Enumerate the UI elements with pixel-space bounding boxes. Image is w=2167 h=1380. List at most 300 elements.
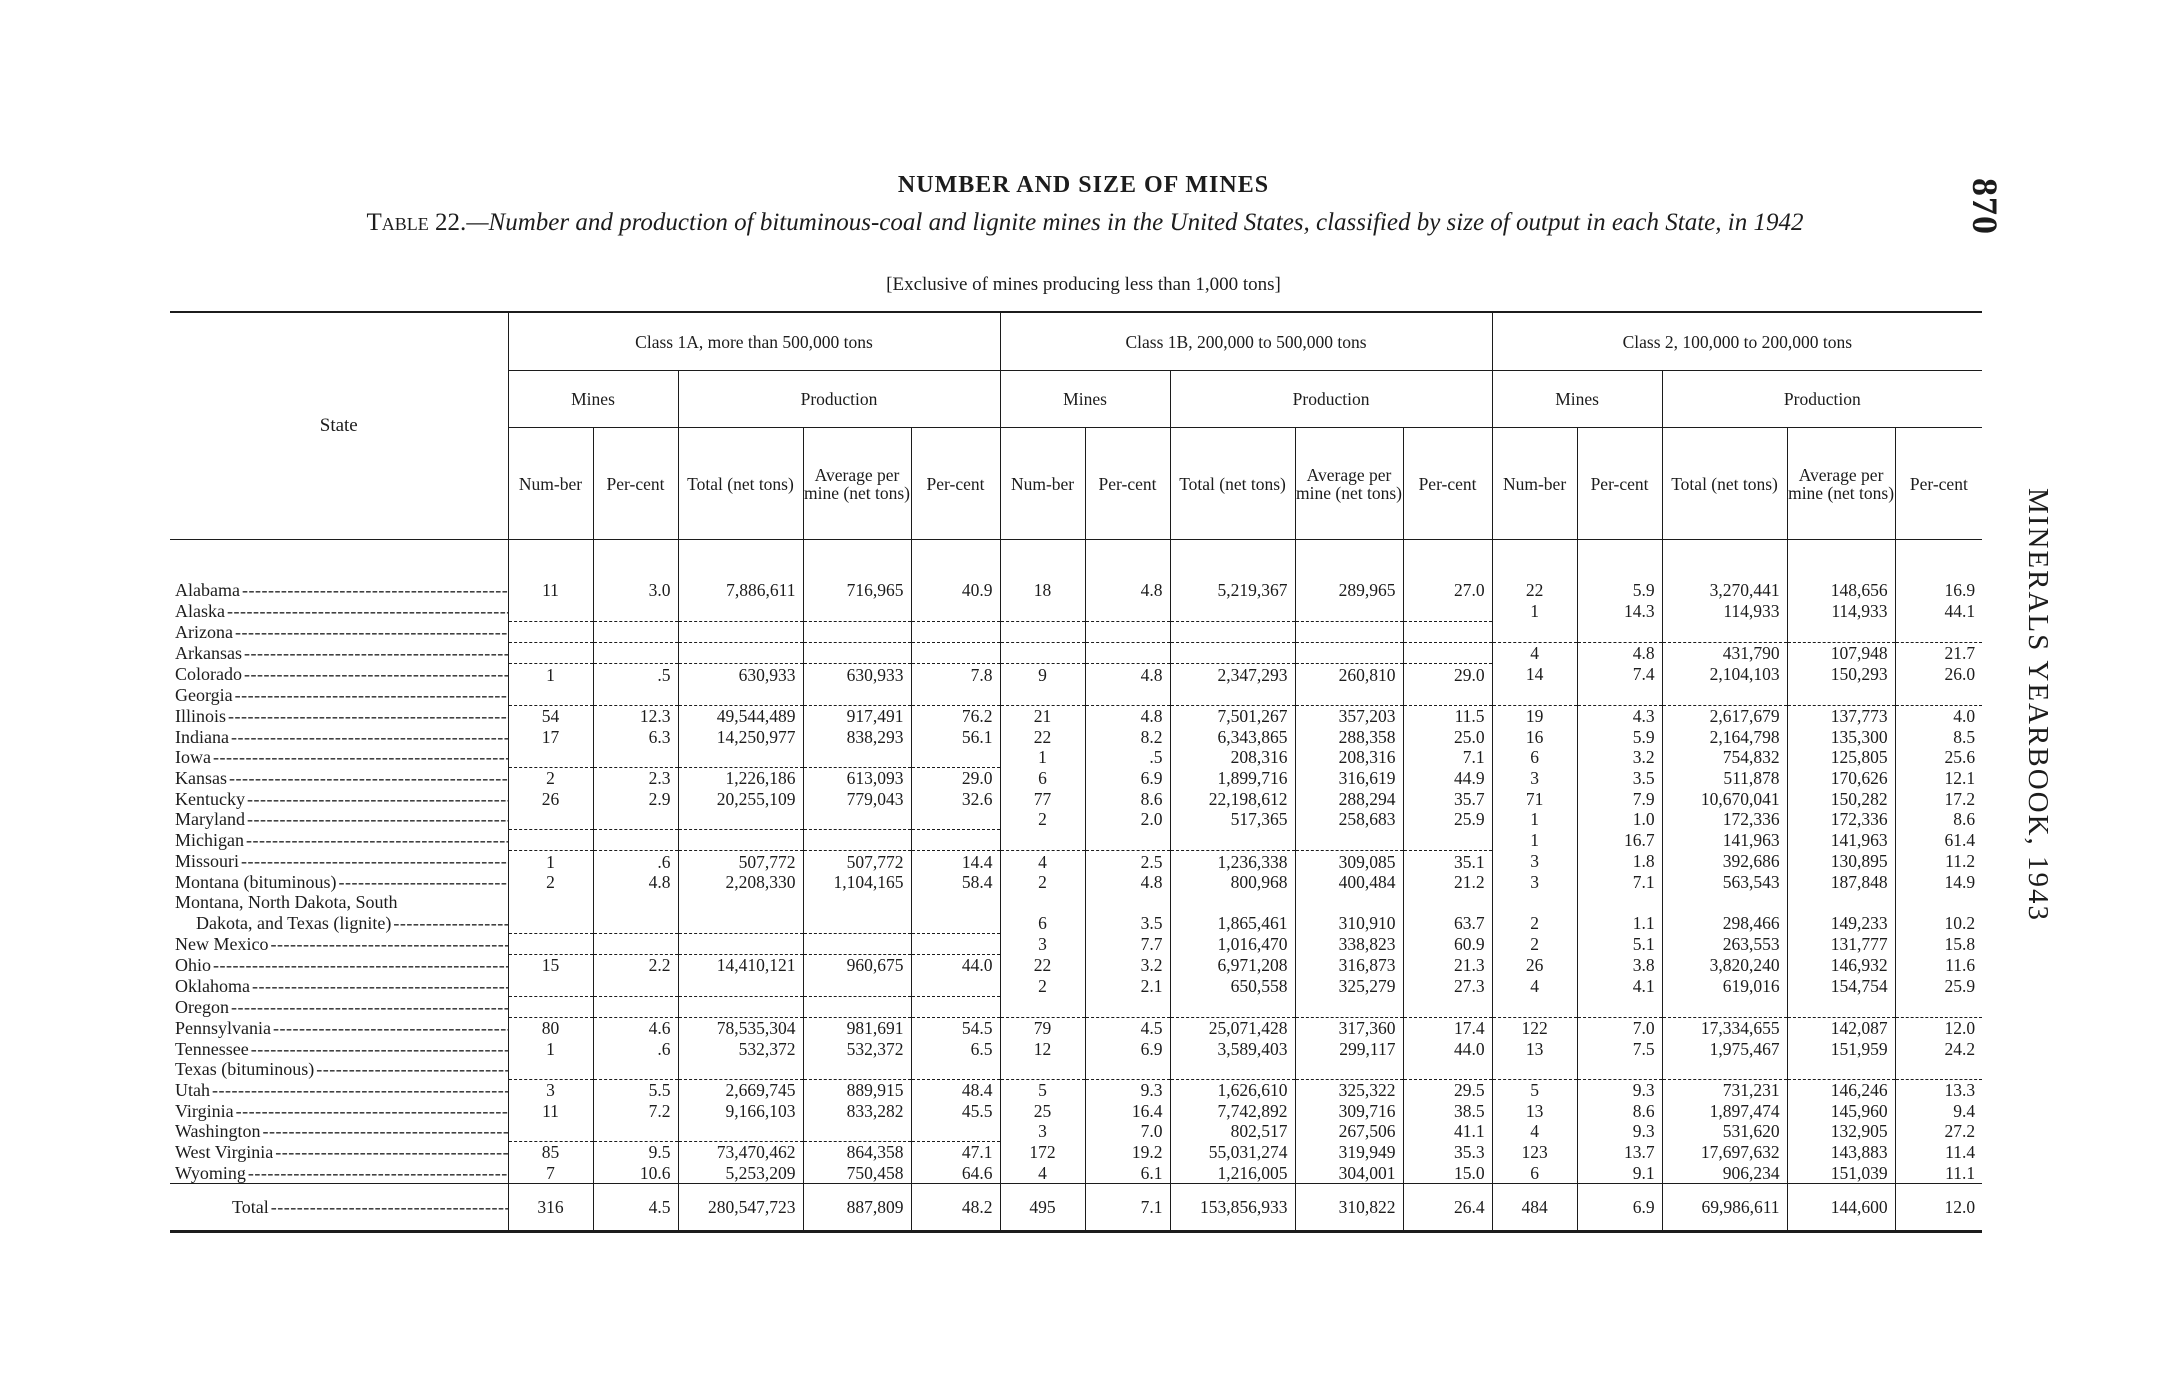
class-header: Class 1B, 200,000 to 500,000 tons: [1000, 312, 1492, 371]
table-cell: [803, 600, 911, 621]
table-cell: 54.5: [911, 1018, 1000, 1039]
table-cell: 172: [1000, 1142, 1085, 1163]
state-name: Montana, North Dakota, South: [175, 892, 398, 913]
table-cell: 4.8: [1577, 643, 1662, 664]
table-cell: 146,932: [1787, 955, 1895, 976]
table-cell: 12.0: [1895, 1018, 1982, 1039]
table-cell: [678, 933, 803, 954]
table-cell: 16.9: [1895, 540, 1982, 601]
percent-header: Per-cent: [1085, 428, 1170, 540]
table-cell: 44.1: [1895, 600, 1982, 621]
state-name: Montana (bituminous) -----: [175, 872, 508, 892]
table-cell: [1170, 621, 1295, 642]
table-cell: 11.2: [1895, 851, 1982, 872]
table-cell: 172,336: [1787, 809, 1895, 830]
table-cell: 56.1: [911, 726, 1000, 746]
table-cell: 114,933: [1662, 600, 1787, 621]
state-name: Utah -----: [175, 1080, 508, 1100]
table-cell: 7.4: [1577, 664, 1662, 685]
table-cell: 2.9: [593, 788, 678, 808]
table-row: [170, 788, 1982, 808]
table-cell: 3.2: [1085, 955, 1170, 976]
table-caption: [205, 208, 1965, 238]
table-cell: [1170, 643, 1295, 664]
table-cell: 802,517: [1170, 1121, 1295, 1142]
table-cell: 7.0: [1577, 1018, 1662, 1039]
table-cell: [911, 1121, 1000, 1142]
total-cell: 4.5: [593, 1183, 678, 1231]
table-cell: 8.6: [1895, 809, 1982, 830]
table-cell: 141,963: [1787, 830, 1895, 851]
table-cell: 2: [1000, 809, 1085, 830]
table-cell: 4.1: [1577, 976, 1662, 997]
table-cell: [1403, 996, 1492, 1017]
table-cell: 35.3: [1403, 1142, 1492, 1163]
table-cell: [593, 621, 678, 642]
table-cell: 27.3: [1403, 976, 1492, 997]
table-cell: 13.7: [1577, 1142, 1662, 1163]
table-cell: 3: [508, 1080, 593, 1101]
table-cell: 2: [508, 768, 593, 789]
table-cell: 3.0: [593, 540, 678, 601]
table-cell: [1577, 621, 1662, 642]
table-cell: 9.5: [593, 1142, 678, 1163]
table-cell: 532,372: [803, 1039, 911, 1059]
table-cell: 511,878: [1662, 768, 1787, 789]
table-cell: 1: [508, 664, 593, 685]
table-cell: 6.5: [911, 1039, 1000, 1059]
table-cell: [1295, 600, 1403, 621]
table-cell: 32.6: [911, 788, 1000, 808]
table-cell: 85: [508, 1142, 593, 1163]
table-cell: [1662, 892, 1787, 912]
table-row: [170, 1059, 1982, 1080]
class-header: Class 2, 100,000 to 200,000 tons: [1492, 312, 1982, 371]
table-cell: 132,905: [1787, 1121, 1895, 1142]
table-cell: 17.4: [1403, 1018, 1492, 1039]
table-cell: 889,915: [803, 1080, 911, 1101]
percent-header: Per-cent: [1895, 428, 1982, 540]
caption-text: —Number and production of bituminous-coal and lignite mines in the United States, classified by size of output in each State, in 1942: [466, 209, 1804, 236]
table-cell: 77: [1000, 788, 1085, 808]
table-row: [170, 976, 1982, 997]
table-cell: [508, 1059, 593, 1080]
table-cell: 208,316: [1170, 747, 1295, 768]
table-cell: 44.0: [1403, 1039, 1492, 1059]
average-header: Average per mine (net tons): [803, 428, 911, 540]
table-cell: 507,772: [803, 851, 911, 872]
table-cell: 1: [1492, 830, 1577, 851]
table-cell: 7,886,611: [678, 540, 803, 601]
table-cell: 45.5: [911, 1101, 1000, 1121]
table-cell: 9,166,103: [678, 1101, 803, 1121]
table-cell: 288,358: [1295, 726, 1403, 746]
table-cell: 25,071,428: [1170, 1018, 1295, 1039]
table-cell: 9.4: [1895, 1101, 1982, 1121]
table-cell: [1000, 996, 1085, 1017]
table-cell: 2,164,798: [1662, 726, 1787, 746]
table-cell: 3: [1492, 872, 1577, 892]
table-cell: [1085, 643, 1170, 664]
total-cell: 7.1: [1085, 1183, 1170, 1231]
table-cell: [678, 830, 803, 851]
table-cell: [803, 643, 911, 664]
table-cell: [911, 643, 1000, 664]
table-cell: 10.2: [1895, 913, 1982, 934]
state-name: Washington -----: [175, 1121, 508, 1141]
state-name: Missouri -----: [175, 851, 508, 871]
table-cell: 731,231: [1662, 1080, 1787, 1101]
table-cell: 4: [1000, 1163, 1085, 1184]
table-cell: 13: [1492, 1101, 1577, 1121]
table-cell: [1170, 1059, 1295, 1080]
table-cell: 122: [1492, 1018, 1577, 1039]
table-cell: 25: [1000, 1101, 1085, 1121]
table-cell: 5.1: [1577, 933, 1662, 954]
table-cell: [1295, 643, 1403, 664]
table-cell: [1662, 1059, 1787, 1080]
table-cell: 135,300: [1787, 726, 1895, 746]
table-row: [170, 747, 1982, 768]
table-cell: [593, 600, 678, 621]
table-cell: 29.0: [911, 768, 1000, 789]
table-cell: 19: [1492, 706, 1577, 727]
table-cell: [1000, 892, 1085, 912]
table-cell: 4.8: [1085, 664, 1170, 685]
state-name: Virginia -----: [175, 1101, 508, 1121]
table-cell: 1.1: [1577, 913, 1662, 934]
table-cell: 6.3: [593, 726, 678, 746]
table-cell: [593, 643, 678, 664]
state-name: Colorado -----: [175, 664, 508, 684]
table-cell: [1787, 892, 1895, 912]
table-cell: 309,085: [1295, 851, 1403, 872]
table-cell: 130,895: [1787, 851, 1895, 872]
table-cell: 123: [1492, 1142, 1577, 1163]
caption-label: Table 22.: [366, 209, 467, 236]
table-row: [170, 664, 1982, 685]
table-cell: 10.6: [593, 1163, 678, 1184]
table-cell: 13: [1492, 1039, 1577, 1059]
state-name: New Mexico -----: [175, 934, 508, 954]
table-cell: [1577, 685, 1662, 706]
table-cell: 310,910: [1295, 913, 1403, 934]
table-cell: 800,968: [1170, 872, 1295, 892]
table-cell: 864,358: [803, 1142, 911, 1163]
table-cell: 1,226,186: [678, 768, 803, 789]
table-cell: .5: [1085, 747, 1170, 768]
table-cell: 7.8: [911, 664, 1000, 685]
table-cell: 532,372: [678, 1039, 803, 1059]
table-cell: 960,675: [803, 955, 911, 976]
table-cell: 338,823: [1295, 933, 1403, 954]
table-cell: 21.2: [1403, 872, 1492, 892]
state-name: Georgia -----: [175, 685, 508, 705]
table-row: [170, 809, 1982, 830]
table-cell: 107,948: [1787, 643, 1895, 664]
table-row: [170, 955, 1982, 976]
table-cell: 309,716: [1295, 1101, 1403, 1121]
table-cell: 14: [1492, 664, 1577, 685]
table-cell: 650,558: [1170, 976, 1295, 997]
table-cell: 55,031,274: [1170, 1142, 1295, 1163]
table-cell: 58.4: [911, 872, 1000, 892]
production-header: Production: [1170, 371, 1492, 428]
table-cell: 316,619: [1295, 768, 1403, 789]
table-cell: 149,233: [1787, 913, 1895, 934]
table-cell: 619,016: [1662, 976, 1787, 997]
table-cell: [1085, 600, 1170, 621]
table-cell: 47.1: [911, 1142, 1000, 1163]
table-cell: [1295, 1059, 1403, 1080]
table-cell: 6.1: [1085, 1163, 1170, 1184]
table-cell: [593, 996, 678, 1017]
table-cell: 357,203: [1295, 706, 1403, 727]
table-cell: 13.3: [1895, 1080, 1982, 1101]
table-cell: 7.0: [1085, 1121, 1170, 1142]
table-cell: 288,294: [1295, 788, 1403, 808]
table-cell: 22: [1000, 955, 1085, 976]
table-cell: 6.9: [1085, 768, 1170, 789]
table-cell: [593, 892, 678, 912]
table-cell: [1577, 996, 1662, 1017]
table-row: [170, 892, 1982, 912]
table-cell: [803, 685, 911, 706]
percent-header: Per-cent: [1577, 428, 1662, 540]
table-cell: 1: [1492, 600, 1577, 621]
state-name: Arkansas -----: [175, 643, 508, 663]
table-cell: 2.0: [1085, 809, 1170, 830]
table-cell: [593, 913, 678, 934]
table-cell: 7.5: [1577, 1039, 1662, 1059]
table-cell: 26.0: [1895, 664, 1982, 685]
table-cell: [508, 809, 593, 830]
class-header: Class 1A, more than 500,000 tons: [508, 312, 1000, 371]
table-cell: 3.2: [1577, 747, 1662, 768]
state-name: Tennessee -----: [175, 1039, 508, 1059]
table-cell: 27.2: [1895, 1121, 1982, 1142]
table-cell: 14,410,121: [678, 955, 803, 976]
table-cell: 3: [1000, 933, 1085, 954]
table-cell: 517,365: [1170, 809, 1295, 830]
table-cell: 260,810: [1295, 664, 1403, 685]
total-cell: 280,547,723: [678, 1183, 803, 1231]
table-cell: 716,965: [803, 540, 911, 601]
table-row: [170, 600, 1982, 621]
table-cell: [678, 892, 803, 912]
table-cell: 7: [508, 1163, 593, 1184]
mines-header: Mines: [1000, 371, 1170, 428]
table-cell: 4.8: [1085, 706, 1170, 727]
table-cell: 14.9: [1895, 872, 1982, 892]
table-cell: 208,316: [1295, 747, 1403, 768]
table-cell: [803, 621, 911, 642]
table-cell: [593, 976, 678, 997]
table-cell: [803, 892, 911, 912]
table-cell: 25.0: [1403, 726, 1492, 746]
table-cell: 35.1: [1403, 851, 1492, 872]
table-cell: 3,820,240: [1662, 955, 1787, 976]
table-cell: 1,865,461: [1170, 913, 1295, 934]
state-name: Indiana -----: [175, 727, 508, 747]
table-cell: 4.6: [593, 1018, 678, 1039]
table-cell: 1,975,467: [1662, 1039, 1787, 1059]
table-cell: [1085, 621, 1170, 642]
table-cell: 12.3: [593, 706, 678, 727]
table-cell: 4: [1492, 1121, 1577, 1142]
table-cell: 1: [508, 851, 593, 872]
table-row: [170, 643, 1982, 664]
table-row: [170, 1018, 1982, 1039]
table-cell: 2.5: [1085, 851, 1170, 872]
table-cell: [1085, 892, 1170, 912]
state-name: Illinois -----: [175, 706, 508, 726]
table-cell: 1: [1492, 809, 1577, 830]
table-cell: [508, 913, 593, 934]
table-cell: 7.1: [1577, 872, 1662, 892]
table-cell: [593, 685, 678, 706]
table-cell: 11: [508, 1101, 593, 1121]
percent-header: Per-cent: [911, 428, 1000, 540]
table-cell: 80: [508, 1018, 593, 1039]
table-cell: [1403, 892, 1492, 912]
table-cell: [678, 809, 803, 830]
table-cell: 26: [508, 788, 593, 808]
table-cell: [678, 913, 803, 934]
table-cell: 3,589,403: [1170, 1039, 1295, 1059]
table-cell: 38.5: [1403, 1101, 1492, 1121]
table-cell: [911, 600, 1000, 621]
table-cell: 25.9: [1895, 976, 1982, 997]
table-cell: 2: [1000, 976, 1085, 997]
table-row: [170, 830, 1982, 851]
table-cell: [678, 685, 803, 706]
table-cell: 78,535,304: [678, 1018, 803, 1039]
table-cell: [508, 621, 593, 642]
table-cell: [1577, 1059, 1662, 1080]
table-cell: 76.2: [911, 706, 1000, 727]
table-cell: 54: [508, 706, 593, 727]
table-cell: 6: [1000, 913, 1085, 934]
total-cell: 26.4: [1403, 1183, 1492, 1231]
table-cell: 1,899,716: [1170, 768, 1295, 789]
table-cell: 12.1: [1895, 768, 1982, 789]
state-name: Oregon -----: [175, 997, 508, 1017]
table-cell: [508, 600, 593, 621]
table-cell: 2,208,330: [678, 872, 803, 892]
state-name: Alabama -----: [175, 580, 508, 600]
table-cell: 3: [1492, 851, 1577, 872]
table-cell: 507,772: [678, 851, 803, 872]
table-cell: [1085, 1059, 1170, 1080]
table-cell: [911, 892, 1000, 912]
table-cell: 2: [1492, 933, 1577, 954]
table-cell: 44.0: [911, 955, 1000, 976]
table-cell: [911, 1059, 1000, 1080]
table-row: [170, 621, 1982, 642]
table-cell: 319,949: [1295, 1142, 1403, 1163]
table-cell: 154,754: [1787, 976, 1895, 997]
table-cell: [593, 830, 678, 851]
table-cell: 71: [1492, 788, 1577, 808]
table-cell: [1895, 685, 1982, 706]
table-cell: 44.9: [1403, 768, 1492, 789]
table-cell: 27.0: [1403, 540, 1492, 601]
table-cell: [678, 747, 803, 768]
production-header: Production: [678, 371, 1000, 428]
table-cell: 630,933: [803, 664, 911, 685]
table-cell: 137,773: [1787, 706, 1895, 727]
table-cell: [1403, 621, 1492, 642]
table-cell: [678, 600, 803, 621]
table-cell: 11.1: [1895, 1163, 1982, 1184]
total-label: Total -----: [232, 1197, 508, 1217]
table-row: [170, 872, 1982, 892]
table-cell: 298,466: [1662, 913, 1787, 934]
total-cell: 12.0: [1895, 1183, 1982, 1231]
running-head: MINERALS YEARBOOK, 1943: [2022, 488, 2054, 923]
table-cell: .5: [593, 664, 678, 685]
table-cell: 146,246: [1787, 1080, 1895, 1101]
table-cell: 29.0: [1403, 664, 1492, 685]
table-cell: [1000, 621, 1085, 642]
table-subcaption: [Exclusive of mines producing less than 1,000 tons]: [886, 274, 1281, 295]
total-cell: 6.9: [1577, 1183, 1662, 1231]
table-cell: 7,742,892: [1170, 1101, 1295, 1121]
table-cell: 150,282: [1787, 788, 1895, 808]
state-name: Pennsylvania -----: [175, 1018, 508, 1038]
table-cell: [678, 621, 803, 642]
table-cell: 41.1: [1403, 1121, 1492, 1142]
table-cell: 151,959: [1787, 1039, 1895, 1059]
table-row: [170, 913, 1982, 934]
total-header: Total (net tons): [678, 428, 803, 540]
table-cell: [1000, 643, 1085, 664]
table-cell: [1895, 892, 1982, 912]
table-cell: 142,087: [1787, 1018, 1895, 1039]
table-cell: 18: [1000, 540, 1085, 601]
table-cell: 15: [508, 955, 593, 976]
table-cell: 316,873: [1295, 955, 1403, 976]
table-cell: 779,043: [803, 788, 911, 808]
state-name: Oklahoma -----: [175, 976, 508, 996]
table-cell: 2,104,103: [1662, 664, 1787, 685]
table-cell: [1295, 996, 1403, 1017]
table-cell: 6: [1492, 1163, 1577, 1184]
table-cell: 16.4: [1085, 1101, 1170, 1121]
table-cell: 2: [1492, 913, 1577, 934]
table-cell: 392,686: [1662, 851, 1787, 872]
table-cell: 48.4: [911, 1080, 1000, 1101]
table-cell: 5.5: [593, 1080, 678, 1101]
state-name: Arizona -----: [175, 622, 508, 642]
table-row: [170, 540, 1982, 601]
table-cell: [1787, 685, 1895, 706]
table-cell: 14,250,977: [678, 726, 803, 746]
section-title: NUMBER AND SIZE OF MINES: [897, 172, 1270, 198]
state-name: Iowa -----: [175, 747, 508, 767]
table-cell: [1895, 1059, 1982, 1080]
table-cell: [803, 830, 911, 851]
total-cell: 153,856,933: [1170, 1183, 1295, 1231]
table-cell: [508, 996, 593, 1017]
table-cell: 141,963: [1662, 830, 1787, 851]
table-cell: 11: [508, 540, 593, 601]
table-cell: 24.2: [1895, 1039, 1982, 1059]
total-header: Total (net tons): [1662, 428, 1787, 540]
table-cell: [593, 1121, 678, 1142]
table-cell: 258,683: [1295, 809, 1403, 830]
